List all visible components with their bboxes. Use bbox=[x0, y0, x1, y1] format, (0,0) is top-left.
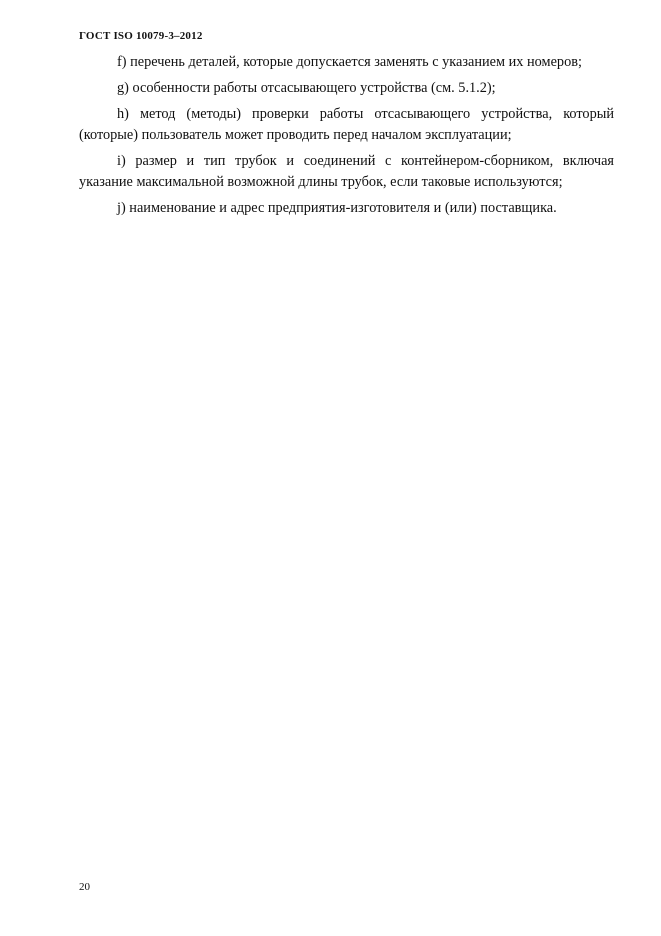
page-number: 20 bbox=[79, 881, 90, 893]
list-item-g: g) особенности работы отсасывающего устройства (см. 5.1.2); bbox=[117, 80, 496, 96]
list-item-h: h) метод (методы) проверки работы отсасывающего устройства, который (которые) пользователь может проводить перед началом эксплуатации; bbox=[79, 106, 614, 143]
list-item-j: j) наименование и адрес предприятия-изготовителя и (или) поставщика. bbox=[117, 200, 557, 216]
document-body bbox=[79, 52, 614, 224]
list-item-i: i) размер и тип трубок и соединений с контейнером-сборником, включая указание максимальной возможной длины трубок, если таковые используются; bbox=[79, 153, 614, 190]
list-item-f: f) перечень деталей, которые допускается заменять с указанием их номеров; bbox=[117, 54, 582, 70]
document-header: ГОСТ ISO 10079-3–2012 bbox=[79, 30, 203, 42]
